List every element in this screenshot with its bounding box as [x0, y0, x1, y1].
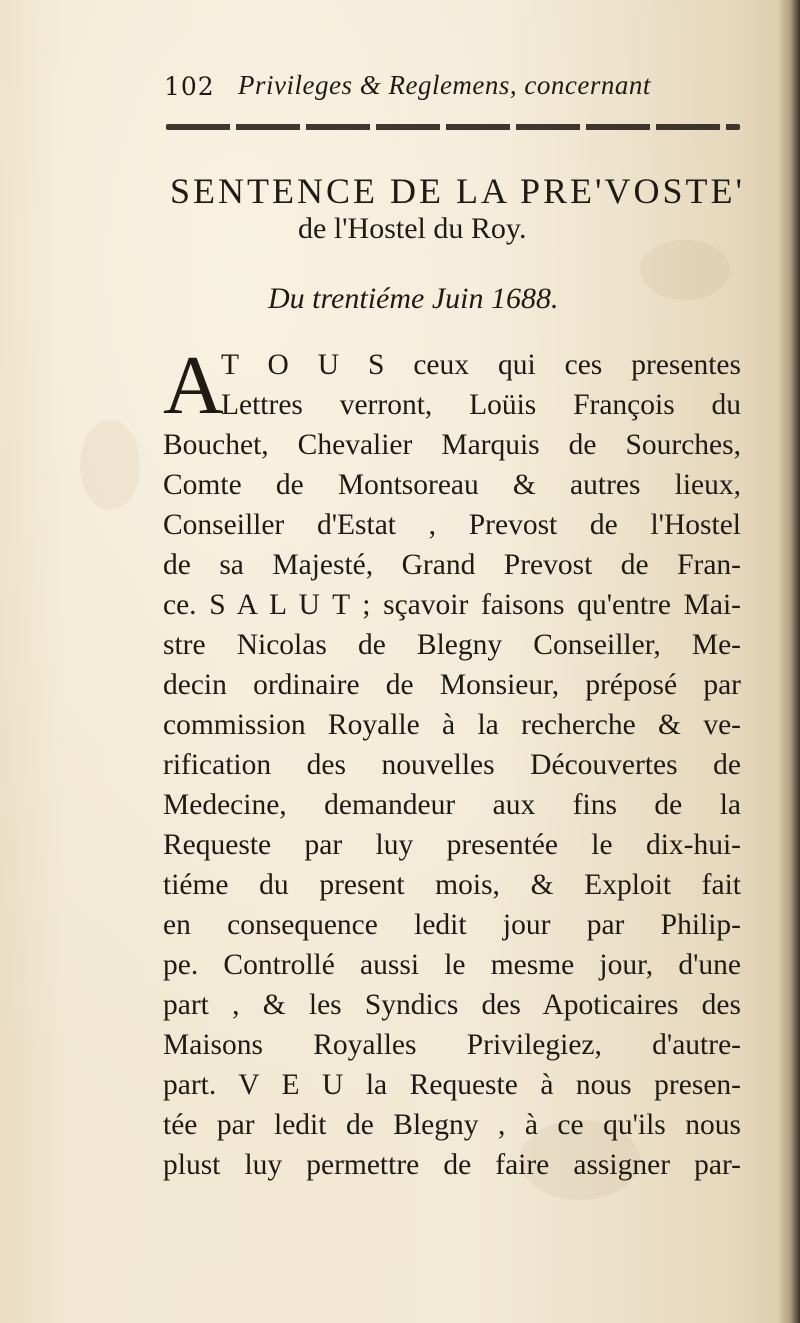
ornamental-rule	[166, 124, 740, 130]
text-line: Comte de Montsoreau & autres lieux,	[163, 469, 741, 501]
text-line: rification des nouvelles Découvertes de	[163, 749, 741, 781]
text-line: Requeste par luy presentée le dix-hui-	[163, 829, 741, 861]
text-line: decin ordinaire de Monsieur, préposé par	[163, 669, 741, 701]
text-line: part , & les Syndics des Apoticaires des	[163, 989, 741, 1021]
drop-cap: A	[163, 339, 224, 432]
text-line: en consequence ledit jour par Philip-	[163, 909, 741, 941]
text-line: T O U S ceux qui ces presentes	[221, 349, 741, 381]
heading-title: SENTENCE DE LA PRE'VOSTE'	[170, 171, 745, 211]
dateline: Du trentiéme Juin 1688.	[268, 282, 559, 315]
running-title: Privileges & Reglemens, concernant	[238, 70, 651, 100]
text-line: plust luy permettre de faire assigner par-	[163, 1149, 741, 1181]
text-line: ce. S A L U T ; sçavoir faisons qu'entre Mai-	[163, 589, 741, 621]
text-line: Conseiller d'Estat , Prevost de l'Hostel	[163, 509, 741, 541]
text-line: Medecine, demandeur aux fins de la	[163, 789, 741, 821]
text-line: stre Nicolas de Blegny Conseiller, Me-	[163, 629, 741, 661]
text-line: Lettres verront, Loüis François du	[221, 389, 741, 421]
text-line: Maisons Royalles Privilegiez, d'autre-	[163, 1029, 741, 1061]
text-line: commission Royalle à la recherche & ve-	[163, 709, 741, 741]
paper-stain	[640, 240, 730, 300]
page-edge-shadow	[778, 0, 800, 1323]
text-line: part. V E U la Requeste à nous presen-	[163, 1069, 741, 1101]
page-number: 102	[164, 72, 215, 101]
text-line: Bouchet, Chevalier Marquis de Sourches,	[163, 429, 741, 461]
paper-stain	[80, 420, 140, 510]
text-line: pe. Controllé aussi le mesme jour, d'une	[163, 949, 741, 981]
text-line: de sa Majesté, Grand Prevost de Fran-	[163, 549, 741, 581]
text-line: tée par ledit de Blegny , à ce qu'ils nous	[163, 1109, 741, 1141]
text-line: tiéme du present mois, & Exploit fait	[163, 869, 741, 901]
heading-subtitle: de l'Hostel du Roy.	[298, 212, 527, 245]
running-head	[164, 72, 754, 112]
